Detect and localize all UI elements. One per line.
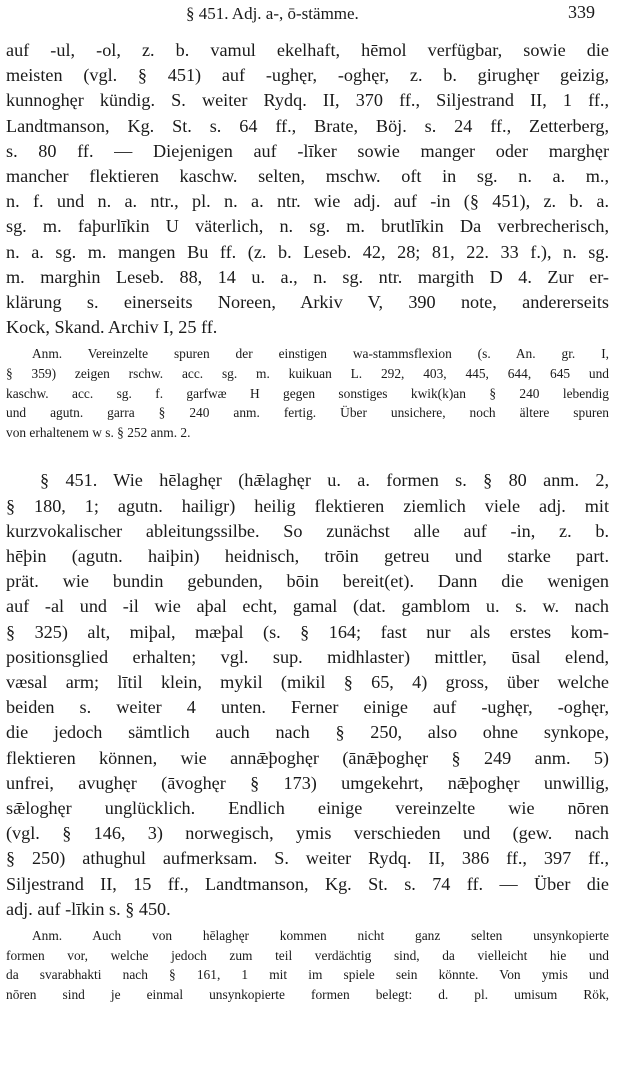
text-line: meisten (vgl. § 451) auf -ughęr, -oghęr, z. b. girughęr geizig, [6,65,609,86]
note-line: kaschw. acc. sg. f. garfwæ H gegen sonstiges kwik(k)an § 240 lebendig [6,385,609,401]
note-1 [6,344,609,442]
note-line: nōren sind je einmal unsynkopierte formen belegt: d. pl. umisum Rök, [6,986,609,1002]
section-heading-line: § 451. Wie hēlaghęr (hǣlaghęr u. a. formen s. § 80 anm. 2, [40,470,609,491]
note-line: von erhaltenem w s. § 252 anm. 2. [6,424,191,440]
note-2 [6,926,609,1004]
text-line: Kock, Skand. Archiv I, 25 ff. [6,317,218,338]
text-line: auf -al und -il wie aþal echt, gamal (dat. gamblom u. s. w. nach [6,596,609,617]
note-line: Anm. Vereinzelte spuren der einstigen wa-stammsflexion (s. An. gr. I, [32,346,609,362]
text-line: die jedoch sämtlich auch nach § 250, also ohne synkope, [6,722,609,743]
text-line: kurzvokalischer ableitungssilbe. So zunächst alle auf -in, z. b. [6,520,609,541]
text-line: adj. auf -līkin s. § 450. [6,898,171,919]
text-line: m. marghin Leseb. 88, 14 u. a., n. sg. ntr. margith D 4. Zur er- [6,266,609,287]
text-line: positionsglied erhalten; vgl. sup. midhlaster) mittler, ūsal elend, [6,646,609,667]
text-line: beiden s. weiter 4 unten. Ferner einige auf -ughęr, -oghęr, [6,697,609,718]
page-number: 339 [568,2,595,22]
note-line: § 359) zeigen rschw. acc. sg. m. kuikuan L. 292, 403, 445, 644, 645 und [6,366,609,382]
paragraph-451 [6,468,609,922]
text-line: (vgl. § 146, 3) norwegisch, ymis verschieden und (gew. nach [6,823,609,844]
text-line: unfrei, avughęr (āvoghęr § 173) umgekehrt, nǣþoghęr unwillig, [6,772,609,793]
text-line: s. 80 ff. — Diejenigen auf -līker sowie manger oder marghęr [6,140,609,161]
text-line: prät. wie bundin gebunden, bōin bereit(et). Dann die wenigen [6,571,609,592]
page-header [6,0,609,28]
text-line: n. f. und n. a. ntr., pl. n. a. ntr. wie adj. auf -in (§ 451), z. b. a. [6,191,609,212]
text-line: kunnoghęr kündig. S. weiter Rydq. II, 370 ff., Siljestrand II, 1 ff., [6,90,609,111]
text-line: § 180, 1; agutn. hailigr) heilig flektieren ziemlich viele adj. mit [6,495,609,516]
text-line: § 325) alt, miþal, mæþal (s. § 164; fast nur als erstes kom- [6,621,609,642]
text-line: hēþin (agutn. haiþin) heidnisch, trōin getreu und starke part. [6,546,609,567]
text-line: klärung s. einerseits Noreen, Arkiv V, 390 note, andererseits [6,292,609,313]
note-line: und agutn. garra § 240 anm. fertig. Über unsichere, noch ältere spuren [6,405,609,421]
text-line: Landtmanson, Kg. St. s. 64 ff., Brate, Böj. s. 24 ff., Zetterberg, [6,115,609,136]
text-line: § 250) athughul aufmerksam. S. weiter Rydq. II, 386 ff., 397 ff., [6,848,609,869]
text-line: flektieren können, wie annǣþoghęr (ānǣþoghęr § 249 anm. 5) [6,747,609,768]
note-line: formen vor, welche jedoch zum teil verdächtig sind, da vielleicht hie und [6,947,609,963]
text-line: sg. m. faþurlīkin U väterlich, n. sg. m. brutlīkin Da verbrecherisch, [6,216,609,237]
running-title: § 451. Adj. a-, ō-stämme. [186,4,359,23]
text-line: mancher flektieren kaschw. selten, mschw. oft in sg. n. a. m., [6,166,609,187]
text-line: væsal arm; lītil klein, mykil (mikil § 65, 4) gross, über welche [6,672,609,693]
text-line: sǣloghęr unglücklich. Endlich einige vereinzelte wie nōren [6,798,609,819]
text-line: Siljestrand II, 15 ff., Landtmanson, Kg. St. s. 74 ff. — Über die [6,873,609,894]
paragraph-continued [6,38,609,340]
text-line: auf -ul, -ol, z. b. vamul ekelhaft, hēmol verfügbar, sowie die [6,40,609,60]
text-line: n. a. sg. m. mangen Bu ff. (z. b. Leseb. 42, 28; 81, 22. 33 f.), n. sg. [6,241,609,262]
note-line: da svarabhakti nach § 161, 1 mit im spiele sein könnte. Von ymis und [6,967,609,983]
note-line: Anm. Auch von hēlaghęr kommen nicht ganz selten unsynkopierte [32,928,609,944]
